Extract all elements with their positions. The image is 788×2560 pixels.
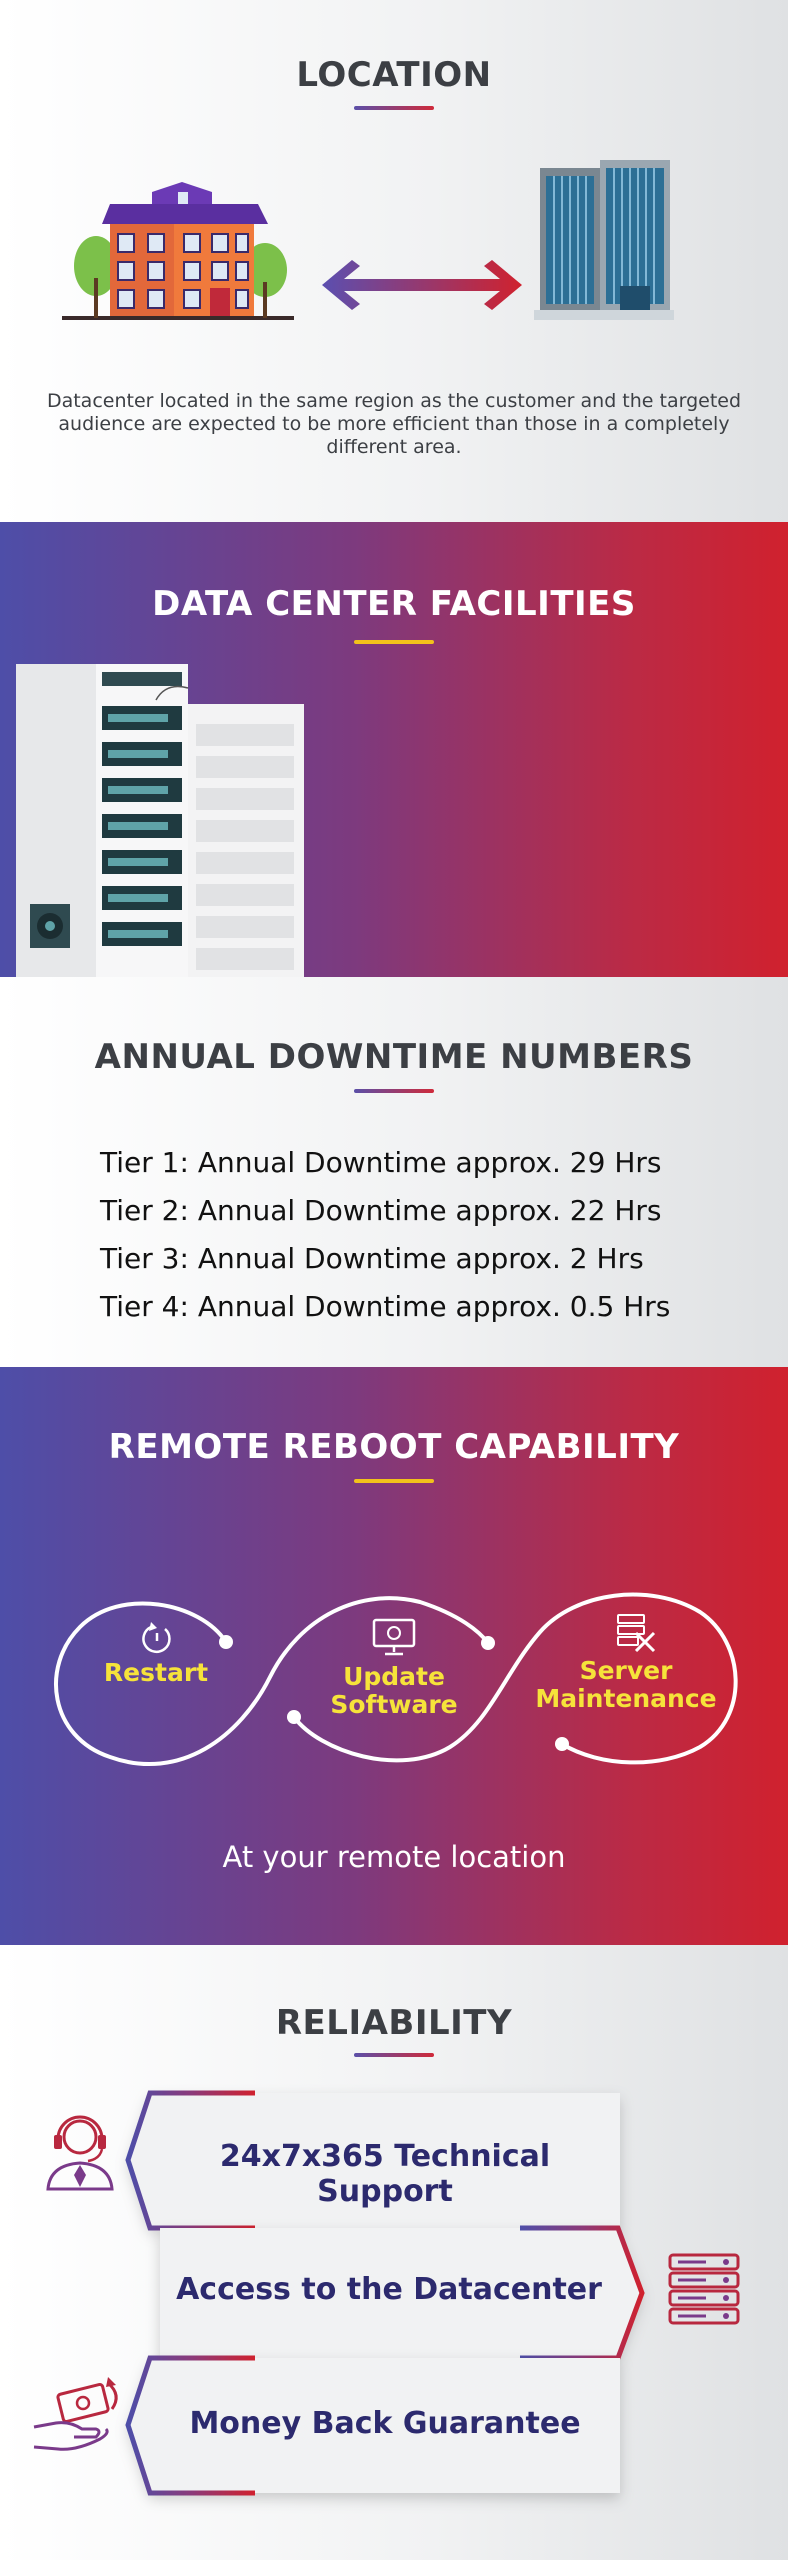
reliability-section xyxy=(0,1945,788,2560)
facilities-title: DATA CENTER FACILITIES xyxy=(152,584,636,624)
tier-downtime-text: Annual Downtime approx. 2 Hrs xyxy=(197,1242,644,1275)
server-maintenance-label xyxy=(530,1657,722,1713)
tier-row xyxy=(100,1194,740,1242)
server-maintenance-label-line2: Maintenance xyxy=(535,1684,717,1713)
tier-downtime-text: Annual Downtime approx. 22 Hrs xyxy=(197,1194,662,1227)
restart-label-line1: Restart xyxy=(103,1658,209,1687)
tier-downtime-text: Annual Downtime approx. 29 Hrs xyxy=(197,1146,662,1179)
downtime-tier-list xyxy=(100,1146,740,1338)
reliability-item-datacenter-access: Access to the Datacenter xyxy=(176,2272,602,2307)
server-maintenance-label-line1: Server xyxy=(579,1656,673,1685)
reliability-item-support: 24x7x365 Technical Support xyxy=(219,2139,551,2209)
money-back-icon xyxy=(30,2375,126,2459)
server-tools-icon xyxy=(614,1611,658,1655)
location-description: Datacenter located in the same region as the customer and the targeted audience are expected to be more efficient than those in a completely different area. xyxy=(46,390,742,458)
tier-label: Tier 4: xyxy=(100,1290,189,1323)
facilities-title-underline xyxy=(354,640,434,644)
tier-label: Tier 3: xyxy=(100,1242,189,1275)
tier-row xyxy=(100,1242,740,1290)
remote-title-underline xyxy=(354,1479,434,1483)
server-stack-icon xyxy=(666,2251,742,2325)
remote-title: REMOTE REBOOT CAPABILITY xyxy=(108,1427,680,1467)
location-title-underline xyxy=(354,106,434,110)
house-icon xyxy=(62,182,302,324)
server-rack-icon xyxy=(16,664,306,977)
restart-label xyxy=(86,1659,226,1687)
reliability-item-money-back: Money Back Guarantee xyxy=(189,2406,581,2441)
tier-downtime-text: Annual Downtime approx. 0.5 Hrs xyxy=(197,1290,671,1323)
facilities-section xyxy=(0,522,788,977)
reliability-title: RELIABILITY xyxy=(275,2003,513,2043)
tier-label: Tier 1: xyxy=(100,1146,189,1179)
downtime-title-underline xyxy=(354,1089,434,1093)
location-section xyxy=(0,0,788,522)
remote-footer-text: At your remote location xyxy=(222,1840,566,1874)
restart-icon xyxy=(137,1619,177,1659)
update-software-label-line1: Update xyxy=(343,1662,445,1691)
tier-row xyxy=(100,1290,740,1338)
tier-label: Tier 2: xyxy=(100,1194,189,1227)
monitor-update-icon xyxy=(371,1617,417,1657)
location-title: LOCATION xyxy=(296,55,492,95)
distance-arrow-icon xyxy=(322,258,522,312)
office-building-icon xyxy=(534,160,674,320)
support-agent-icon xyxy=(40,2107,120,2193)
tier-row xyxy=(100,1146,740,1194)
downtime-title: ANNUAL DOWNTIME NUMBERS xyxy=(94,1037,694,1077)
update-software-label xyxy=(314,1663,474,1719)
update-software-label-line2: Software xyxy=(330,1690,458,1719)
